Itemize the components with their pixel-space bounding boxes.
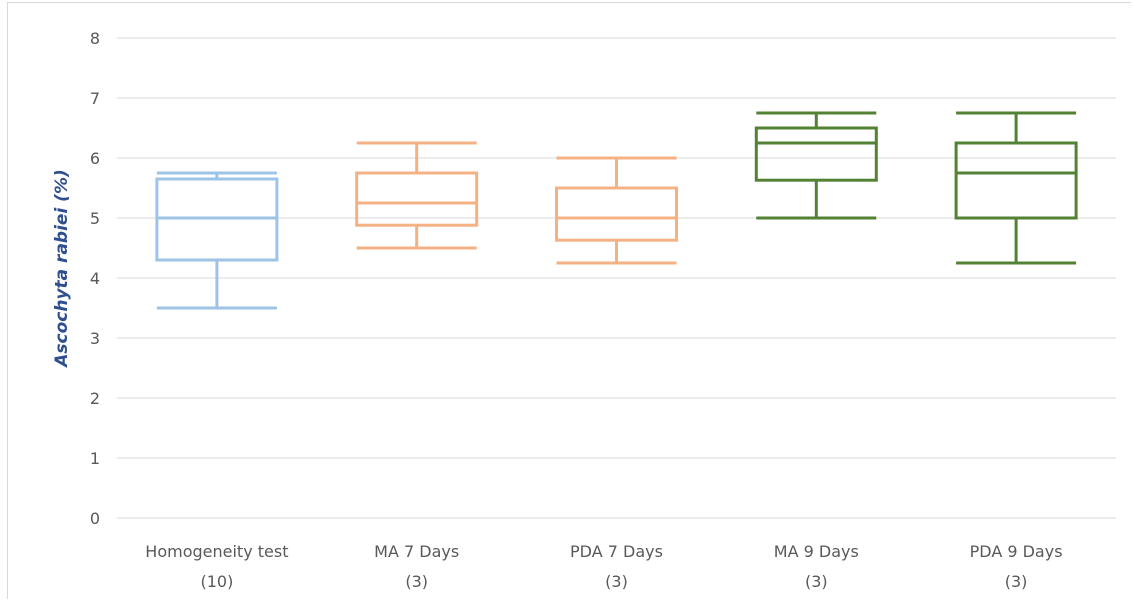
y-axis-ticks (90, 29, 100, 528)
box-3 (557, 158, 677, 263)
x-category-label: MA 9 Days (773, 542, 859, 561)
gridlines (117, 38, 1116, 518)
y-tick-label: 1 (89, 449, 100, 468)
iqr-box (756, 128, 876, 180)
x-axis-labels (145, 542, 1062, 591)
x-category-count: (10) (200, 572, 234, 591)
x-category-count: (3) (605, 572, 628, 591)
iqr-box (357, 173, 477, 225)
y-tick-label: 7 (89, 89, 100, 108)
y-tick-label: 3 (89, 329, 100, 348)
y-tick-label: 5 (89, 209, 100, 228)
iqr-box (557, 188, 677, 240)
box-2 (357, 143, 477, 248)
y-tick-label: 0 (89, 509, 100, 528)
iqr-box (956, 143, 1076, 218)
boxes (157, 113, 1076, 308)
x-category-label: PDA 9 Days (969, 542, 1063, 561)
x-category-count: (3) (405, 572, 429, 591)
y-axis-title: Ascochyta rabiei (%) (52, 169, 72, 367)
box-1 (157, 173, 277, 308)
x-category-label: PDA 7 Days (570, 542, 663, 561)
x-category-label: Homogeneity test (145, 542, 289, 561)
y-tick-label: 4 (89, 269, 100, 288)
x-category-count: (3) (1004, 572, 1028, 591)
y-tick-label: 2 (89, 389, 100, 408)
y-tick-label: 6 (89, 149, 100, 168)
x-category-label: MA 7 Days (374, 542, 460, 561)
x-category-count: (3) (804, 572, 828, 591)
box-5 (956, 113, 1076, 263)
y-tick-label: 8 (89, 29, 100, 48)
box-4 (756, 113, 876, 218)
